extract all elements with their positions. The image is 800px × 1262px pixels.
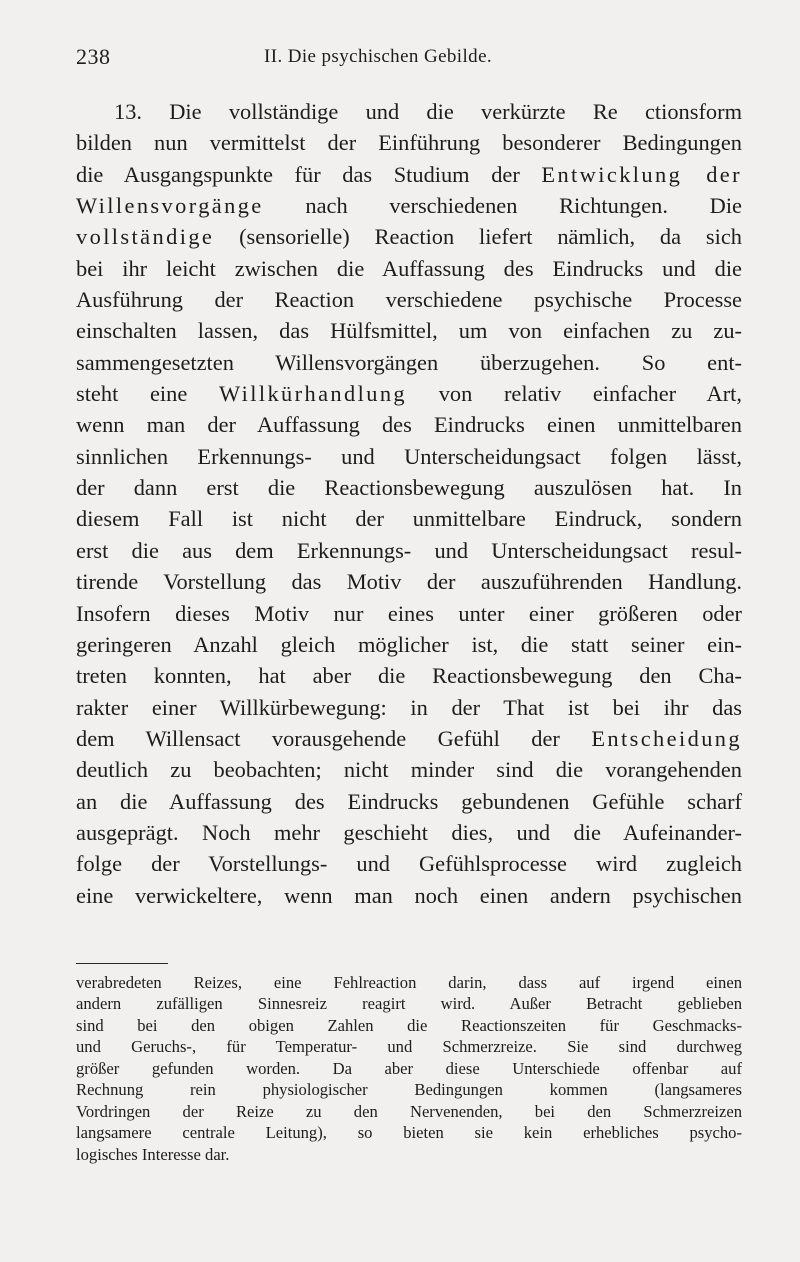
- page-header: [76, 44, 748, 74]
- page-number: 238: [76, 44, 111, 69]
- footnote-line: und Geruchs-, für Temperatur- und Schmerzreize. Sie sind durchweg: [76, 1037, 742, 1057]
- emphasized-term: Entscheidung: [591, 725, 742, 751]
- footnote-line: andern zufälligen Sinnesreiz reagirt wird. Außer Betracht geblieben: [76, 994, 742, 1014]
- text-line: rakter einer Willkürbewegung: in der That ist bei ihr das: [76, 694, 742, 720]
- text-run: (sensorielle) Reaction liefert nämlich, da sich: [214, 224, 742, 250]
- text-line: treten konnten, hat aber die Reactionsbewegung den Cha-: [76, 663, 742, 689]
- emphasized-term: Willensvorgänge: [76, 193, 264, 219]
- text-run: nach verschiedenen Richtungen. Die: [263, 193, 742, 219]
- footnote-line: größer gefunden worden. Da aber diese Unterschiede offenbar auf: [76, 1058, 742, 1078]
- text-line: erst die aus dem Erkennungs- und Unterscheidungsact resul-: [76, 537, 742, 563]
- footnote-divider: [76, 963, 168, 964]
- text-line: [76, 190, 742, 221]
- text-line: bei ihr leicht zwischen die Auffassung des Eindrucks und die: [76, 255, 742, 281]
- text-line: sinnlichen Erkennungs- und Unterscheidungsact folgen lässt,: [76, 443, 742, 469]
- main-paragraph: [76, 96, 742, 911]
- text-line: der dann erst die Reactionsbewegung auszulösen hat. In: [76, 475, 742, 501]
- emphasized-term: Entwicklung der: [541, 161, 742, 187]
- text-line: [76, 723, 742, 754]
- text-run: von relativ einfacher Art,: [407, 381, 742, 407]
- text-line: bilden nun vermittelst der Einführung besonderer Bedingungen: [76, 130, 742, 156]
- text-line: diesem Fall ist nicht der unmittelbare Eindruck, sondern: [76, 506, 742, 532]
- text-line: folge der Vorstellungs- und Gefühlsprocesse wird zugleich: [76, 851, 742, 877]
- text-run: dem Willensact vorausgehende Gefühl der: [76, 725, 592, 751]
- text-line: geringeren Anzahl gleich möglicher ist, die statt seiner ein-: [76, 631, 742, 657]
- text-line: 13. Die vollständige und die verkürzte Re ctionsform: [114, 99, 742, 124]
- running-head: II. Die psychischen Gebilde.: [264, 46, 493, 67]
- footnote-line: langsamere centrale Leitung), so bieten sie kein erhebliches psycho-: [76, 1123, 742, 1143]
- text-line: [76, 159, 742, 190]
- text-line: ausgeprägt. Noch mehr geschieht dies, und die Aufeinander-: [76, 819, 742, 845]
- footnote-line: Vordringen der Reize zu den Nervenenden, bei den Schmerzreizen: [76, 1101, 742, 1121]
- text-line: Insofern dieses Motiv nur eines unter einer größeren oder: [76, 600, 742, 626]
- text-run: steht eine: [76, 381, 219, 407]
- footnote-line: sind bei den obigen Zahlen die Reactionszeiten für Geschmacks-: [76, 1015, 742, 1035]
- emphasized-term: vollständige: [76, 224, 215, 250]
- text-line: tirende Vorstellung das Motiv der auszuführenden Handlung.: [76, 569, 742, 595]
- text-line: [76, 221, 742, 252]
- footnote-line: verabredeten Reizes, eine Fehlreaction darin, dass auf irgend einen: [76, 973, 742, 992]
- text-line: deutlich zu beobachten; nicht minder sind die vorangehenden: [76, 757, 742, 783]
- text-line: einschalten lassen, das Hülfsmittel, um von einfachen zu zu-: [76, 318, 742, 344]
- text-line: [76, 378, 742, 409]
- text-line: eine verwickeltere, wenn man noch einen andern psychischen: [76, 882, 742, 908]
- text-run: die Ausgangspunkte für das Studium der: [76, 161, 542, 187]
- footnote-line: Rechnung rein physiologischer Bedingungen kommen (langsameres: [76, 1080, 742, 1100]
- text-line: sammengesetzten Willensvorgängen überzugehen. So ent-: [76, 349, 742, 375]
- text-line: an die Auffassung des Eindrucks gebundenen Gefühle scharf: [76, 788, 742, 814]
- footnote-line: logisches Interesse dar.: [76, 1144, 230, 1164]
- text-line: Ausführung der Reaction verschiedene psychische Processe: [76, 287, 742, 313]
- footnote: [76, 972, 742, 1165]
- emphasized-term: Willkürhandlung: [218, 381, 408, 407]
- text-line: wenn man der Auffassung des Eindrucks einen unmittelbaren: [76, 412, 742, 438]
